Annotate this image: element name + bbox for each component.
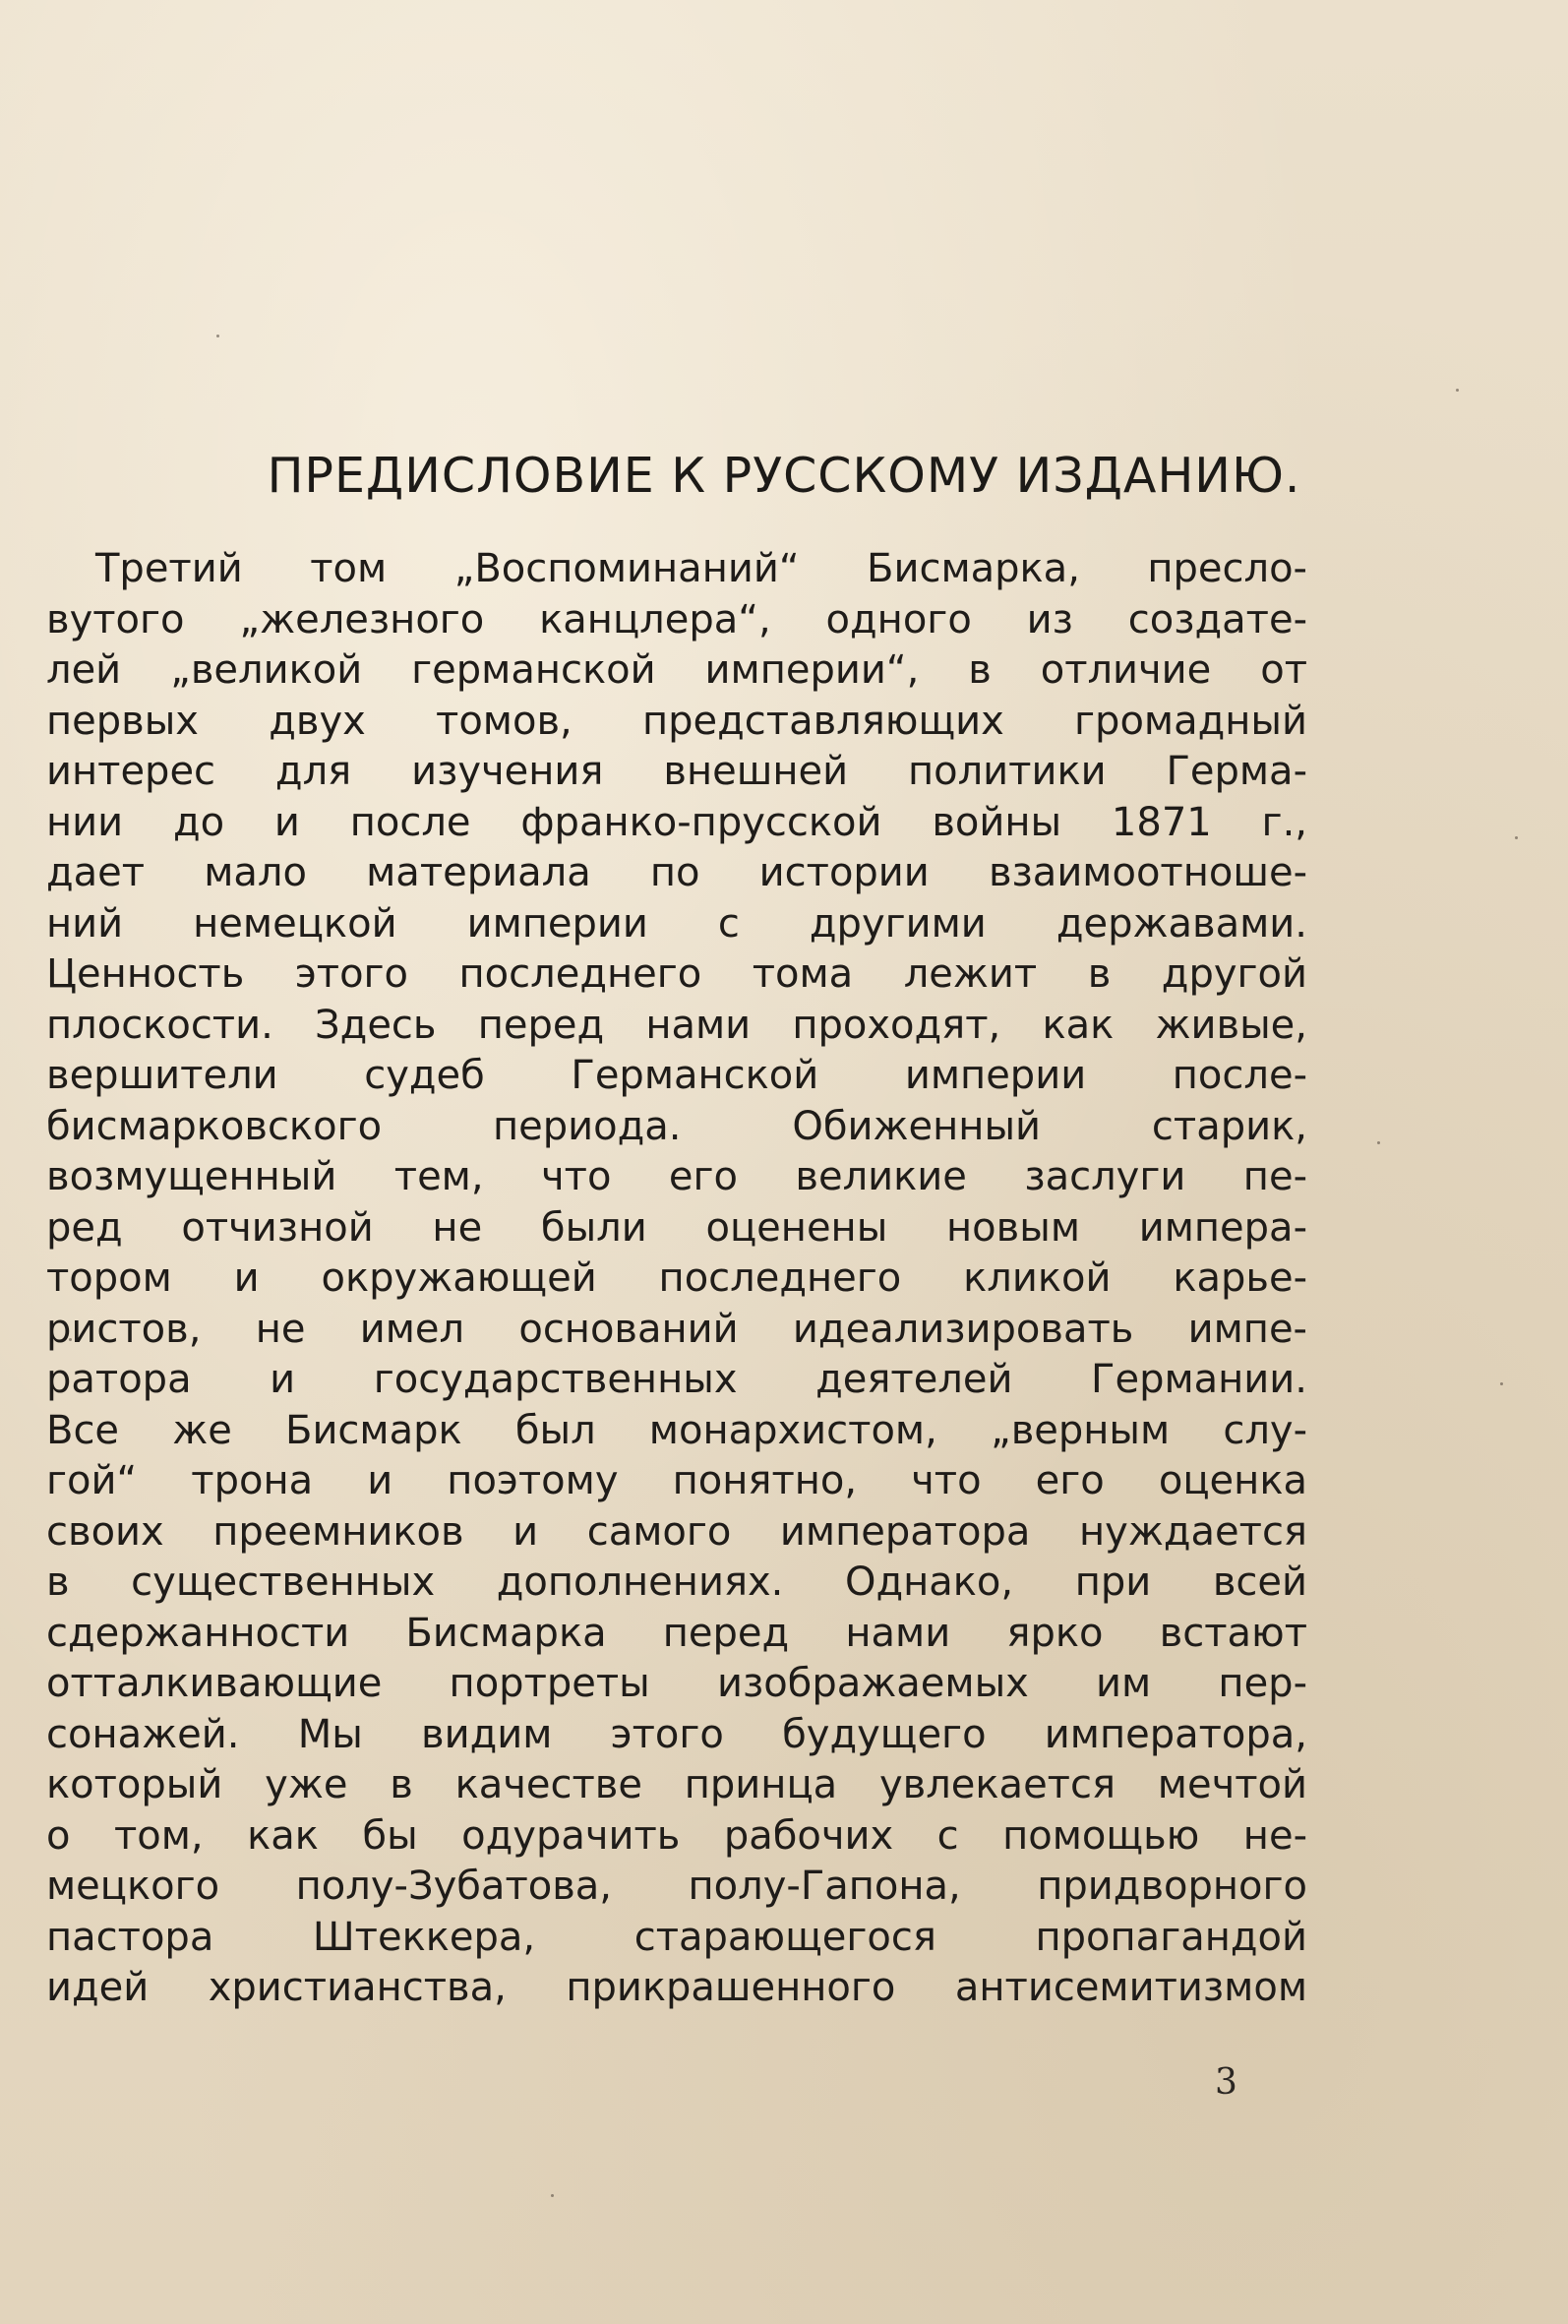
text-line: своих преемников и самого императора нуждается — [46, 1508, 1307, 1555]
text-line: сдержанности Бисмарка перед нами ярко встают — [46, 1610, 1307, 1656]
paper-speck — [1515, 836, 1518, 839]
page-number: 3 — [1215, 2062, 1237, 2103]
text-line: ратора и государственных деятелей Германии. — [46, 1357, 1307, 1402]
preface-title: ПРЕДИСЛОВИЕ К РУССКОМУ ИЗДАНИЮ. — [267, 448, 1301, 504]
text-line: ред отчизной не были оценены новым импера- — [46, 1204, 1307, 1251]
text-line: идей христианства, прикрашенного антисемитизмом — [46, 1965, 1307, 2010]
text-line: о том, как бы одурачить рабочих с помощью не- — [46, 1812, 1307, 1859]
text-line: лей „великой германской империи“, в отличие от — [46, 647, 1307, 693]
paper-speck — [216, 335, 219, 337]
text-line: сонажей. Мы видим этого будущего императора, — [46, 1711, 1307, 1757]
text-line: который уже в качестве принца увлекается мечтой — [46, 1762, 1307, 1807]
text-line: мецкого полу-Зубатова, полу-Гапона, придворного — [46, 1864, 1307, 1909]
text-line: вершители судеб Германской империи после- — [46, 1053, 1307, 1098]
text-line: Третий том „Воспоминаний“ Бисмарка, пресло- — [95, 546, 1307, 591]
text-line: в существенных дополнениях. Однако, при всей — [46, 1560, 1307, 1605]
paper-speck — [1500, 1382, 1503, 1385]
text-line: пастора Штеккера, старающегося пропагандой — [46, 1914, 1307, 1960]
text-line: бисмарковского периода. Обиженный старик, — [46, 1103, 1307, 1149]
text-line: плоскости. Здесь перед нами проходят, как живые, — [46, 1002, 1307, 1048]
text-line: первых двух томов, представляющих громадный — [46, 698, 1307, 744]
paper-speck — [1377, 1141, 1380, 1144]
paper-speck — [551, 2194, 554, 2197]
paper-speck — [1456, 389, 1459, 392]
text-line: отталкивающие портреты изображаемых им пер- — [46, 1661, 1307, 1706]
text-line: вутого „железного канцлера“, одного из создате- — [46, 596, 1307, 642]
text-line: нии до и после франко-прусской войны 1871 г., — [46, 799, 1307, 845]
text-line: гой“ трона и поэтому понятно, что его оценка — [46, 1458, 1307, 1503]
text-line: Все же Бисмарк был монархистом, „верным слу- — [46, 1407, 1307, 1453]
preface-body — [46, 544, 1307, 2014]
text-line: интерес для изучения внешней политики Герма- — [46, 749, 1307, 794]
text-line: тором и окружающей последнего кликой карье- — [46, 1255, 1307, 1301]
text-line: ристов, не имел оснований идеализировать импе- — [46, 1306, 1307, 1352]
text-line: дает мало материала по истории взаимоотноше- — [46, 850, 1307, 895]
text-line: Ценность этого последнего тома лежит в другой — [46, 951, 1307, 997]
text-line: возмущенный тем, что его великие заслуги пе- — [46, 1154, 1307, 1199]
text-line: ний немецкой империи с другими державами. — [46, 900, 1307, 947]
